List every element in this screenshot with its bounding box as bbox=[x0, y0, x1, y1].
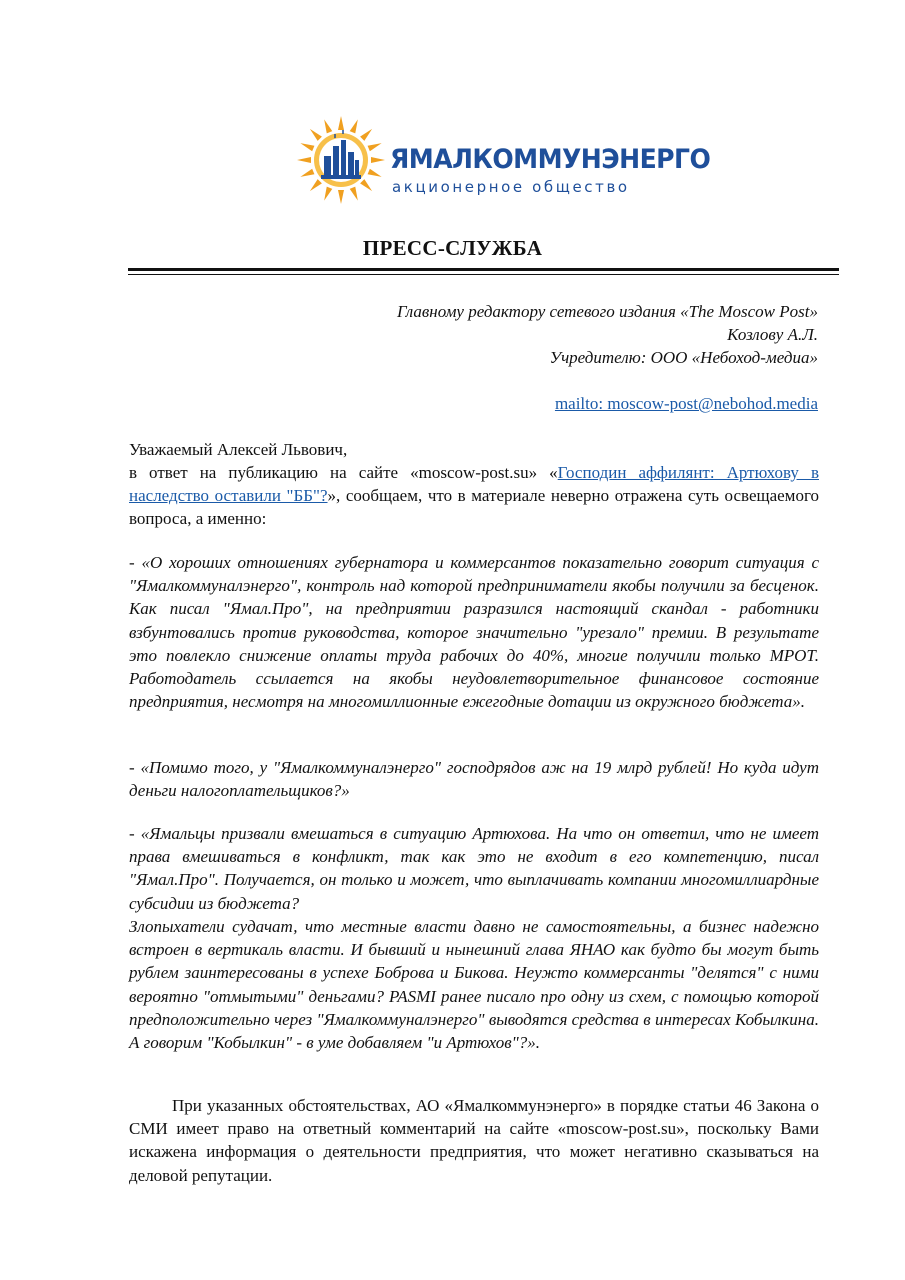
addressee-line-2: Козлову А.Л. bbox=[727, 325, 818, 344]
addressee-line-3: Учредителю: ООО «Небоход-медиа» bbox=[549, 348, 818, 367]
logo-company-name: ЯМАЛКОММУНЭНЕРГО bbox=[390, 144, 711, 175]
quote-paragraph-2: - «Помимо того, у "Ямалкоммуналэнерго" господрядов аж на 19 млрд рублей! Но куда идут деньги налогоплательщиков?» bbox=[129, 758, 819, 801]
intro-paragraph bbox=[129, 461, 819, 531]
company-logo bbox=[296, 114, 711, 206]
quote-paragraph-3: - «Ямальцы призвали вмешаться в ситуацию Артюхова. На что он ответил, что не имеет права вмешиваться в конфликт, так как это не входит в его компетенцию, писал "Ямал.Про". Получается, он только и может, что выплачивать компании многомиллиардные субсидии из бюджета? bbox=[129, 824, 819, 913]
intro-text-after: », сообщаем, что в материале неверно отражена суть освещаемого вопроса, а именно: bbox=[129, 486, 819, 529]
closing-paragraph: При указанных обстоятельствах, АО «Ямалкоммунэнерго» в порядке статьи 46 Закона о СМИ имеет право на ответный комментарий на сайте «moscow-post.su», поскольку Вами искажена информация о деятельности предприятия, что может негативно сказываться на деловой репутации. bbox=[129, 1096, 819, 1185]
article-link[interactable]: Господин аффилянт: Артюхову в наследство оставили "ББ"? bbox=[129, 463, 819, 506]
page-title: ПРЕСС-СЛУЖБА bbox=[362, 236, 543, 260]
title-rule-thin bbox=[128, 274, 839, 275]
title-rule-thick bbox=[128, 268, 839, 271]
quote-paragraph-3-continued: Злопыхатели судачат, что местные власти давно не самостоятельны, а бизнес надежно встроен в вертикаль власти. И бывший и нынешний глава ЯНАО как будто бы могут быть рублем заинтересованы в успехе Боброва и Бикова. Неужто коммерсанты "делятся" с ними вероятно "отмытыми" деньгами? PASMI ранее писало про одну из схем, с помощью которой предположительно через "Ямалкоммуналэнерго" выводятся средства в интересах Кобылкина. А говорим "Кобылкин" - в уме добавляем "и Артюхов"?». bbox=[129, 917, 819, 1053]
quote-paragraph-1: - «О хороших отношениях губернатора и коммерсантов показательно говорит ситуация с "Ямалкоммуналэнерго", контроль над которой предприниматели якобы получили за бесценок. Как писал "Ямал.Про", на предприятии разразился настоящий скандал - работники взбунтовались против руководства, которое значительно "урезало" премии. В результате это повлекло снижение оплаты труда рабочих до 40%, многие получили только МРОТ. Работодатель ссылается на якобы неудовлетворительное финансовое состояние предприятия, несмотря на многомиллионные ежегодные дотации из окружного бюджета». bbox=[129, 553, 819, 712]
logo-subtitle: акционерное общество bbox=[392, 178, 630, 196]
intro-text-before: в ответ на публикацию на сайте «moscow-post.su» « bbox=[129, 463, 558, 482]
sun-logo-icon bbox=[296, 114, 386, 206]
mailto-link[interactable]: mailto: moscow-post@nebohod.media bbox=[554, 394, 818, 413]
addressee-line-1: Главному редактору сетевого издания «The Moscow Post» bbox=[397, 302, 818, 321]
greeting: Уважаемый Алексей Львович, bbox=[129, 440, 348, 459]
